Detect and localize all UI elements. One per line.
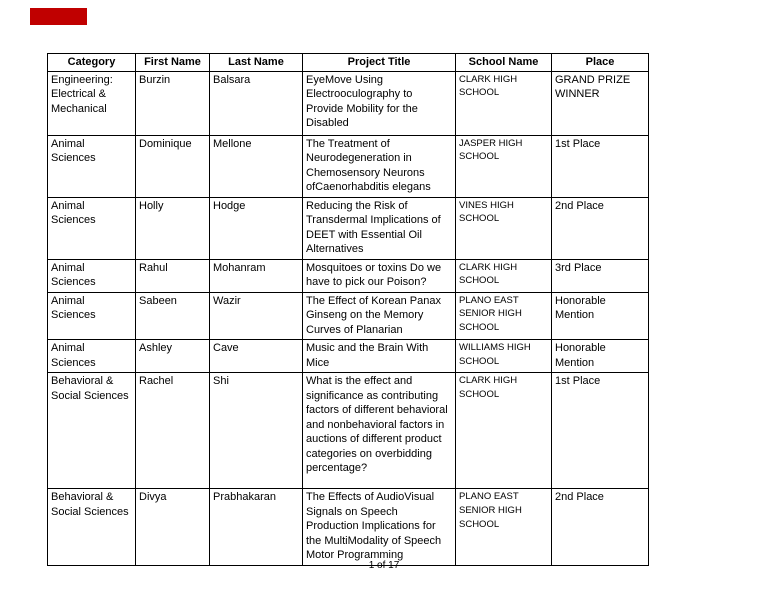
table-row (48, 197, 649, 259)
table-cell-school-name: PLANO EAST SENIOR HIGH SCHOOL (456, 292, 552, 340)
table-cell-place: 2nd Place (552, 197, 649, 259)
table-cell-project-title: The Treatment of Neurodegeneration in Chemosensory Neurons ofCaenorhabditis elegans (303, 135, 456, 197)
table-cell-place: GRAND PRIZE WINNER (552, 71, 649, 135)
table-cell-first-name: Holly (136, 197, 210, 259)
table-cell-school-name: PLANO EAST SENIOR HIGH SCHOOL (456, 489, 552, 566)
table-cell-category: Engineering: Electrical & Mechanical (48, 71, 136, 135)
table-cell-project-title: What is the effect and significance as contributing factors of different behavioral and nonbehavioral factors in auctions of different product categories on overbidding percentage? (303, 373, 456, 489)
table-cell-first-name: Rachel (136, 373, 210, 489)
table-cell-project-title: The Effect of Korean Panax Ginseng on the Memory Curves of Planarian (303, 292, 456, 340)
table-header-row (48, 54, 649, 72)
table-cell-first-name: Burzin (136, 71, 210, 135)
table-cell-last-name: Mellone (210, 135, 303, 197)
table-row (48, 489, 649, 566)
column-header-first-name: First Name (136, 54, 210, 72)
table-cell-last-name: Mohanram (210, 259, 303, 292)
table-cell-school-name: CLARK HIGH SCHOOL (456, 71, 552, 135)
table-cell-first-name: Divya (136, 489, 210, 566)
table-cell-place: Honorable Mention (552, 340, 649, 373)
table-cell-last-name: Shi (210, 373, 303, 489)
table-cell-place: 2nd Place (552, 489, 649, 566)
table-cell-project-title: EyeMove Using Electrooculography to Provide Mobility for the Disabled (303, 71, 456, 135)
table-cell-place: 3rd Place (552, 259, 649, 292)
table-cell-category: Animal Sciences (48, 197, 136, 259)
redaction-bar (30, 8, 87, 25)
table-cell-school-name: CLARK HIGH SCHOOL (456, 259, 552, 292)
table-cell-last-name: Hodge (210, 197, 303, 259)
table-cell-category: Animal Sciences (48, 340, 136, 373)
table-cell-project-title: Music and the Brain With Mice (303, 340, 456, 373)
table-cell-last-name: Prabhakaran (210, 489, 303, 566)
column-header-project-title: Project Title (303, 54, 456, 72)
table-cell-place: 1st Place (552, 373, 649, 489)
table-cell-first-name: Sabeen (136, 292, 210, 340)
table-body (48, 71, 649, 565)
table-cell-category: Animal Sciences (48, 259, 136, 292)
table-cell-place: Honorable Mention (552, 292, 649, 340)
column-header-last-name: Last Name (210, 54, 303, 72)
table-row (48, 292, 649, 340)
table-cell-category: Behavioral & Social Sciences (48, 489, 136, 566)
column-header-place: Place (552, 54, 649, 72)
table-cell-school-name: VINES HIGH SCHOOL (456, 197, 552, 259)
table-row (48, 71, 649, 135)
table-cell-last-name: Wazir (210, 292, 303, 340)
table-row (48, 259, 649, 292)
table-cell-first-name: Dominique (136, 135, 210, 197)
table-cell-first-name: Ashley (136, 340, 210, 373)
column-header-school-name: School Name (456, 54, 552, 72)
table-cell-school-name: CLARK HIGH SCHOOL (456, 373, 552, 489)
table-cell-first-name: Rahul (136, 259, 210, 292)
table-cell-category: Animal Sciences (48, 292, 136, 340)
table-cell-school-name: WILLIAMS HIGH SCHOOL (456, 340, 552, 373)
table-row (48, 373, 649, 489)
table-cell-project-title: The Effects of AudioVisual Signals on Speech Production Implications for the MultiModality of Speech Motor Programming (303, 489, 456, 566)
table-cell-last-name: Cave (210, 340, 303, 373)
table-cell-project-title: Reducing the Risk of Transdermal Implications of DEET with Essential Oil Alternatives (303, 197, 456, 259)
page-number: 1 of 17 (368, 560, 400, 571)
table-row (48, 340, 649, 373)
table-cell-place: 1st Place (552, 135, 649, 197)
table-cell-school-name: JASPER HIGH SCHOOL (456, 135, 552, 197)
table-row (48, 135, 649, 197)
table-cell-project-title: Mosquitoes or toxins Do we have to pick our Poison? (303, 259, 456, 292)
table-cell-last-name: Balsara (210, 71, 303, 135)
column-header-category: Category (48, 54, 136, 72)
table-cell-category: Behavioral & Social Sciences (48, 373, 136, 489)
table-cell-category: Animal Sciences (48, 135, 136, 197)
results-table (47, 53, 649, 566)
